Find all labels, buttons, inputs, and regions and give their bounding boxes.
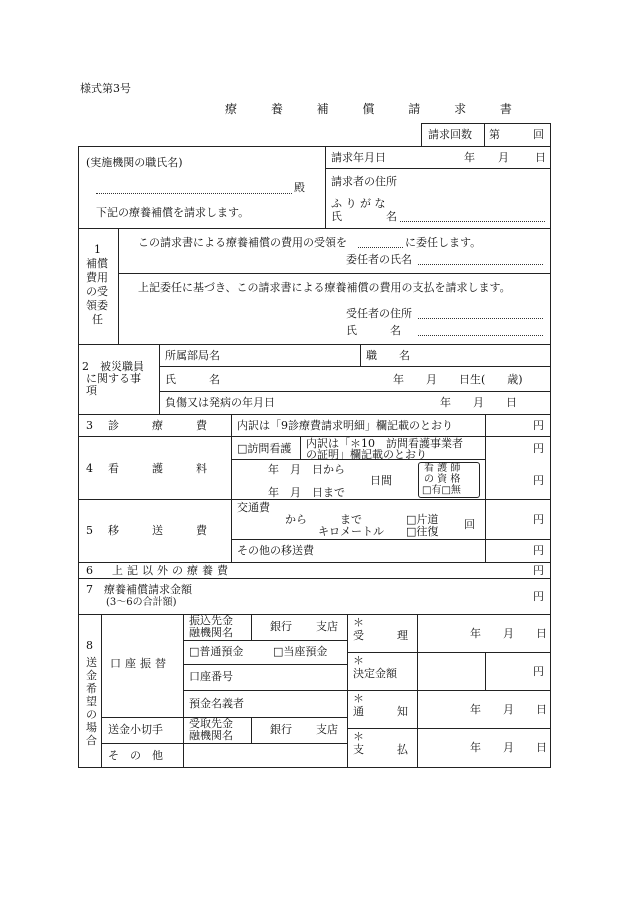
row4-yen-2: 円 — [533, 474, 544, 487]
oneway-checkbox: □片道 — [406, 513, 439, 526]
accept-ymd: 年 月 日 — [470, 627, 547, 640]
branch-text: 支店 — [316, 620, 338, 633]
request-text: 下記の療養補償を請求します。 — [96, 206, 250, 219]
qual-line-1: 看 護 師 — [424, 463, 461, 474]
other-transport-label: その他の移送費 — [237, 544, 314, 557]
visit-text-1: 内訳は「＊10 訪問看護事業者 — [306, 437, 463, 450]
claim-year: 年 — [464, 151, 475, 164]
injury-date-label: 負傷又は発病の年月日 — [165, 396, 275, 409]
row3-label: 診 療 費 — [108, 419, 207, 432]
transport-label: 交通費 — [237, 501, 270, 514]
claim-month: 月 — [498, 151, 509, 164]
star-4: ＊ — [353, 730, 364, 743]
decided-yen: 円 — [533, 665, 544, 678]
agency-label: (実施機関の職氏名) — [86, 156, 183, 169]
injury-ymd: 年 月 日 — [440, 396, 517, 409]
transport-kai: 回 — [464, 518, 475, 531]
notice-ymd: 年 月 日 — [470, 703, 547, 716]
star-3: ＊ — [353, 692, 364, 705]
row3-text: 内訳は「9診療費請求明細」欄記載のとおり — [237, 419, 453, 432]
s1-label-4: 領委 — [86, 299, 108, 312]
star-2: ＊ — [353, 654, 364, 667]
ordinary-deposit-checkbox: □普通預金 — [189, 645, 244, 658]
row4-label: 看 護 料 — [108, 462, 207, 475]
victim-name-label: 氏 名 — [165, 373, 220, 386]
qual-line-3: □有□無 — [422, 485, 461, 496]
bank-label-1: 振込先金 — [189, 614, 233, 627]
other-method-label: そ の 他 — [108, 749, 163, 762]
qual-line-2: の 資 格 — [424, 474, 461, 485]
form-title: 療 養 補 償 請 求 書 — [225, 102, 527, 116]
claim-count-dai: 第 — [489, 128, 500, 141]
position-label: 職 名 — [366, 349, 410, 362]
check-label: 送金小切手 — [108, 723, 163, 736]
dept-label: 所属部局名 — [165, 349, 220, 362]
delegate-pre: この請求書による療養補償の費用の受領を — [138, 236, 347, 249]
row5-num: 5 — [86, 524, 93, 537]
transport-from-to: から まで — [285, 513, 362, 526]
s1-label-2: 費用 — [86, 271, 108, 284]
payment-label: 支 払 — [353, 743, 408, 756]
row7-label-2: (3〜6の合計額) — [106, 597, 177, 608]
star-1: ＊ — [353, 616, 364, 629]
nursing-to: 年 月 日まで — [268, 486, 345, 499]
claim-count-label: 請求回数 — [428, 128, 472, 141]
s1-label-3: の受 — [86, 285, 108, 298]
birth-label: 年 月 日生( 歳) — [393, 373, 523, 386]
nursing-from: 年 月 日から — [268, 463, 345, 476]
s2-label-1: 2 被災職員 — [82, 360, 144, 373]
delegate-post: に委任します。 — [405, 236, 482, 249]
receiver-address-label: 受任者の住所 — [346, 307, 412, 320]
delegator-name-label: 委任者の氏名 — [346, 253, 412, 266]
row5-yen-2: 円 — [533, 544, 544, 557]
bank-text: 銀行 — [270, 620, 292, 633]
row6-yen: 円 — [533, 564, 544, 577]
transport-km: キロメートル — [318, 525, 384, 538]
accept-label: 受 理 — [353, 629, 408, 642]
visit-text-2: の証明」欄記載のとおり — [306, 448, 427, 461]
row3-yen: 円 — [533, 419, 544, 432]
recv-label-1: 受取先金 — [189, 717, 233, 730]
s8-number: 8 — [86, 639, 93, 652]
dono-label: 殿 — [294, 181, 305, 194]
row5-label: 移 送 費 — [108, 524, 207, 537]
form-number: 様式第3号 — [80, 82, 131, 95]
claimant-address-label: 請求者の住所 — [331, 175, 397, 188]
transfer-label: 口座振替 — [110, 657, 170, 670]
s1-request-text: 上記委任に基づき、この請求書による療養補償の費用の支払を請求します。 — [138, 281, 511, 294]
row6-label: 6 上記以外の療養費 — [86, 564, 232, 577]
decided-amount-label: 決定金額 — [353, 667, 397, 680]
nursing-days: 日間 — [370, 474, 392, 487]
claim-day: 日 — [535, 151, 546, 164]
recv-label-2: 融機関名 — [189, 729, 233, 742]
s2-label-3: 項 — [86, 384, 97, 397]
s2-label-2: に関する事 — [86, 372, 141, 385]
account-number-label: 口座番号 — [189, 670, 233, 683]
roundtrip-checkbox: □往復 — [406, 525, 439, 538]
claim-count-kai: 回 — [533, 128, 544, 141]
s1-number: 1 — [94, 243, 101, 256]
recv-bank-text: 銀行 — [270, 723, 292, 736]
notice-label: 通 知 — [353, 705, 408, 718]
account-holder-label: 預金名義者 — [189, 697, 244, 710]
receiver-name-label: 氏 名 — [346, 324, 401, 337]
payment-ymd: 年 月 日 — [470, 741, 547, 754]
claimant-name-label: 氏 名 — [331, 210, 397, 223]
s1-label-5: 任 — [92, 313, 103, 326]
row4-yen-1: 円 — [533, 442, 544, 455]
bank-label-2: 融機関名 — [189, 626, 233, 639]
visit-nursing-checkbox: □訪問看護 — [237, 442, 292, 455]
s8-label: 送金希望の場合 — [86, 656, 97, 747]
row3-num: 3 — [86, 419, 93, 432]
row7-yen: 円 — [533, 590, 544, 603]
current-deposit-checkbox: □当座預金 — [273, 645, 328, 658]
furigana-label: ふ り が な — [331, 197, 386, 210]
row7-label-1: 7 療養補償請求金額 — [86, 583, 192, 596]
row5-yen-1: 円 — [533, 513, 544, 526]
s1-label-1: 補償 — [86, 257, 108, 270]
recv-branch-text: 支店 — [316, 723, 338, 736]
row4-num: 4 — [86, 462, 93, 475]
claim-date-label: 請求年月日 — [331, 151, 386, 164]
